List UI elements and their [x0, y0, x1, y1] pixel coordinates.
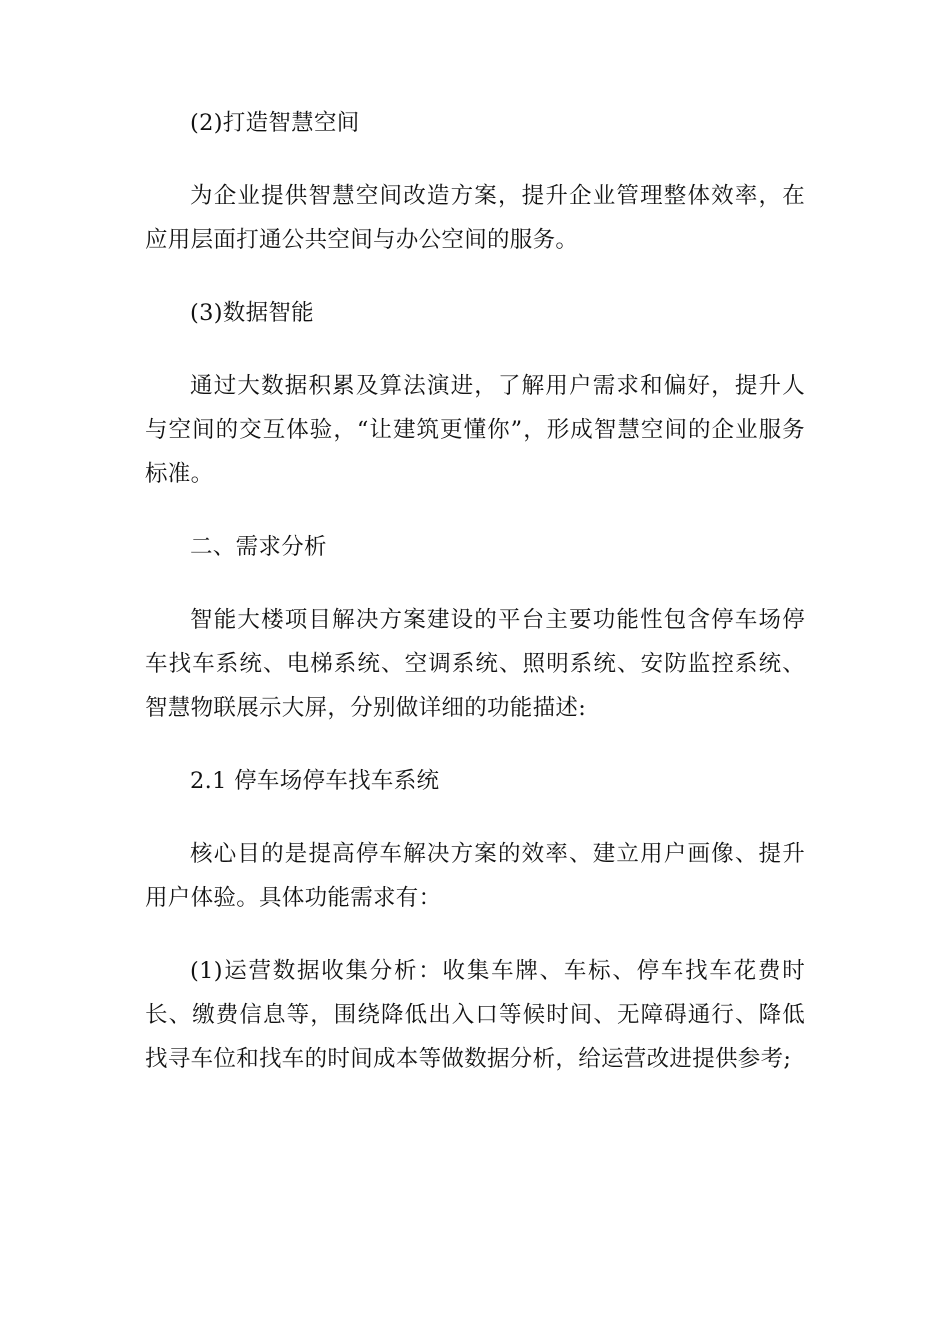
section-heading-data-intelligence: (3)数据智能: [190, 300, 314, 326]
section-heading-parking-system: 2.1 停车场停车找车系统: [190, 768, 440, 794]
section-heading-smart-space: (2)打造智慧空间: [190, 110, 360, 136]
section-heading-requirements: 二、需求分析: [190, 534, 327, 560]
paragraph-parking-goal: 核心目的是提高停车解决方案的效率、建立用户画像、提升用户体验。具体功能需求有：: [145, 841, 805, 911]
paragraph-operation-data: (1)运营数据收集分析：收集车牌、车标、停车找车花费时长、缴费信息等，围绕降低出入口等候时间、无障碍通行、降低找寻车位和找车的时间成本等做数据分析，给运营改进提供参考;: [145, 958, 805, 1072]
document-body: [145, 101, 805, 1110]
paragraph-data-intelligence: 通过大数据积累及算法演进，了解用户需求和偏好，提升人与空间的交互体验，“让建筑更懂你”，形成智慧空间的企业服务标准。: [145, 373, 805, 487]
paragraph-requirements: 智能大楼项目解决方案建设的平台主要功能性包含停车场停车找车系统、电梯系统、空调系统、照明系统、安防监控系统、智慧物联展示大屏，分别做详细的功能描述:: [145, 607, 805, 721]
paragraph-smart-space: 为企业提供智慧空间改造方案，提升企业管理整体效率，在应用层面打通公共空间与办公空间的服务。: [145, 183, 805, 253]
